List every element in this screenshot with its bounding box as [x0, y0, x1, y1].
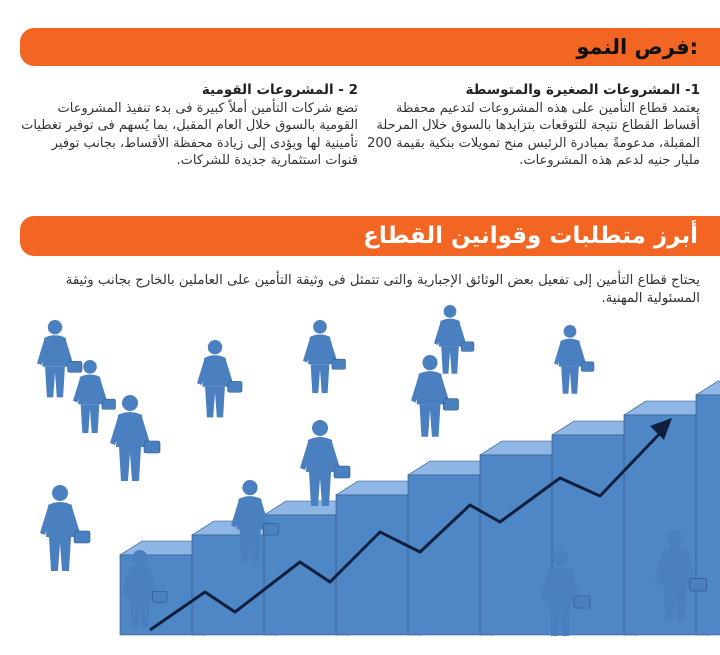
- section-title-growth: فرص النمو:: [576, 35, 698, 59]
- item-national-body: تضع شركات التأمين أملاً كبيرة فى بدء تنفيذ المشروعات القومية بالسوق خلال العام المقبل، بما يُسهم فى توفير تغطيات تأمينية لها ويؤدى إلى زيادة محفظة الأقساط، بجانب توفير قنوات استثمارية جديدة للشركات.: [21, 100, 358, 168]
- requirements-body: يحتاج قطاع التأمين إلى تفعيل بعض الوثائق الإجبارية والتى تتمثل فى وثيقة التأمين على العاملين بالخارج بجانب وثيقة المسئولية المهنية.: [65, 273, 700, 306]
- item-sme-body: يعتمد قطاع التأمين على هذه المشروعات لتدعيم محفظة أقساط القطاع نتيجة للتوقعات بتزايدها بالسوق خلال المرحلة المقبلة، مدعومةً بمبادرة الرئيس منح تمويلات بنكية بقيمة 200 مليار جنيه لدعم هذه المشروعات.: [367, 100, 700, 168]
- growth-illustration: [0, 300, 720, 655]
- businessman-figure: [554, 325, 594, 394]
- item-sme-block: [365, 82, 700, 170]
- bar-block: [696, 381, 720, 635]
- businessman-figure: [434, 305, 474, 374]
- businessman-figure: [40, 485, 90, 571]
- section-title-requirements: أبرز متطلبات وقوانين القطاع: [363, 223, 698, 249]
- section-banner-requirements: [20, 216, 720, 256]
- businessman-figure: [197, 340, 242, 417]
- item-national-heading: 2 - المشروعات القومية: [201, 82, 358, 98]
- businessman-figure: [303, 320, 346, 393]
- section-banner-growth: [20, 28, 720, 66]
- item-sme-heading: 1- المشروعات الصغيرة والمتوسطة: [465, 82, 700, 98]
- item-national-block: [18, 82, 358, 170]
- businessman-figure: [110, 395, 160, 481]
- businessman-figure: [37, 320, 82, 397]
